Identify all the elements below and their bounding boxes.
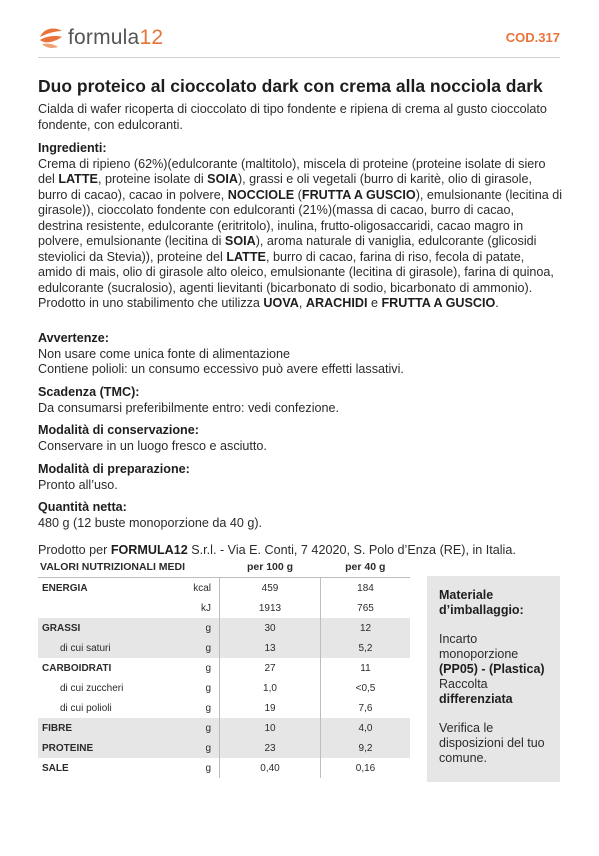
preparation-heading: Modalità di preparazione: (38, 462, 190, 476)
value-per-100g: 0,40 (220, 758, 321, 778)
brand-logo (38, 22, 163, 54)
nutrient-name: ENERGIA (42, 582, 88, 594)
header-divider (38, 57, 560, 58)
nutrient-name (38, 598, 159, 618)
table-row (38, 738, 410, 758)
packaging-box (427, 576, 560, 782)
leaf-logo-icon (38, 25, 64, 51)
nutrient-unit: g (159, 638, 220, 658)
value-per-100g: 19 (220, 698, 321, 718)
value-per-40g: 12 (321, 618, 411, 638)
table-row (38, 658, 410, 678)
nutrient-name: di cui saturi (38, 638, 159, 658)
value-per-100g: 459 (220, 578, 321, 599)
nutrition-table (38, 557, 410, 778)
expiry-heading: Scadenza (TMC): (38, 385, 140, 399)
preparation-text: Pronto all’uso. (38, 477, 118, 492)
value-per-100g: 30 (220, 618, 321, 638)
storage-heading: Modalità di conservazione: (38, 423, 199, 437)
value-per-40g: 765 (321, 598, 411, 618)
nutrient-unit: g (205, 682, 211, 694)
net-quantity-text: 480 g (12 buste monoporzione da 40 g). (38, 515, 263, 530)
net-quantity-section (38, 500, 562, 531)
packaging-line: differenziata (439, 692, 513, 706)
table-row (38, 758, 410, 778)
plant-allergens: Prodotto in uno stabilimento che utilizza UOVA, ARACHIDI e FRUTTA A GUSCIO. (38, 296, 499, 310)
value-per-100g: 27 (220, 658, 321, 678)
nutrient-unit: g (159, 618, 220, 638)
table-row (38, 618, 410, 638)
warnings-heading: Avvertenze: (38, 331, 109, 345)
warning-line: Non usare come unica fonte di alimentazione (38, 346, 291, 361)
nutrition-col-40g: per 40 g (321, 557, 411, 578)
table-row (38, 698, 410, 718)
preparation-section (38, 462, 562, 493)
value-per-100g: 13 (220, 638, 321, 658)
ingredients-text: Crema di ripieno (62%)(edulcorante (maltitolo), miscela di proteine (proteine isolate di siero del LATTE, proteine isolate di SOIA), grassi e oli vegetali (burro di karitè, olio di girasole, burro di cacao), cacao in polvere, NOCCIOLE (FRUTTA A GUSCIO), emulsionante (lecitina di girasole)), cioccolato fondente con edulcoranti (21%)(massa di cacao, burro di cacao, destrina resistente, edulcorante (eritritolo), inulina, frutto-oligosaccaridi, cacao magro in polvere, emulsionante (lecitina di SOIA), aroma naturale di vaniglia, edulcorante (glicosidi steviolici da Stevia)), proteine del LATTE, burro di cacao, farina di riso, fecola di patate, amido di mais, olio di girasole alto oleico, emulsionante (lecitina di girasole), farina di quinoa, edulcorante (sucralosio), agenti lievitanti (bicarbonato di sodio, bicarbonato di ammonio). (38, 156, 563, 295)
value-per-40g: 7,6 (321, 698, 411, 718)
nutrition-rows (38, 578, 410, 779)
nutrient-unit: g (205, 662, 211, 674)
value-per-40g: 184 (321, 578, 411, 599)
nutrition-col-100g: per 100 g (220, 557, 321, 578)
nutrient-unit: g (205, 762, 211, 774)
warnings-section (38, 331, 562, 378)
table-row (38, 598, 410, 618)
value-per-100g: 1,0 (220, 678, 321, 698)
producer-line: Prodotto per FORMULA12 S.r.l. - Via E. Conti, 7 42020, S. Polo d’Enza (RE), in Italia. (38, 543, 516, 557)
packaging-heading: Materiale d’imballaggio: (439, 588, 524, 617)
value-per-40g: 4,0 (321, 718, 411, 738)
value-per-40g: 0,16 (321, 758, 411, 778)
packaging-note: Verifica le disposizioni del tuo comune. (439, 721, 545, 765)
value-per-100g: 1913 (220, 598, 321, 618)
table-row (38, 638, 410, 658)
packaging-line: Incarto monoporzione (439, 632, 519, 661)
nutrition-header-row (38, 557, 410, 578)
nutrition-col-name: VALORI NUTRIZIONALI MEDI (38, 557, 220, 578)
packaging-material: (PP05) - (Plastica) (439, 662, 545, 676)
nutrient-name: di cui zuccheri (60, 682, 124, 694)
value-per-100g: 23 (220, 738, 321, 758)
value-per-40g: 11 (321, 658, 411, 678)
product-title: Duo proteico al cioccolato dark con crema alla nocciola dark (38, 76, 543, 96)
storage-text: Conservare in un luogo fresco e asciutto. (38, 438, 267, 453)
ingredients-heading: Ingredienti: (38, 141, 107, 155)
warning-line: Contiene polioli: un consumo eccessivo può avere effetti lassativi. (38, 362, 404, 376)
value-per-40g: 5,2 (321, 638, 411, 658)
brand-name: formula12 (68, 26, 164, 49)
expiry-text: Da consumarsi preferibilmente entro: vedi confezione. (38, 400, 340, 415)
table-row (38, 718, 410, 738)
nutrient-name: FIBRE (38, 718, 159, 738)
value-per-40g: <0,5 (321, 678, 411, 698)
packaging-line: Raccolta (439, 677, 488, 691)
ingredients-section (38, 141, 562, 312)
value-per-40g: 9,2 (321, 738, 411, 758)
nutrient-name: GRASSI (38, 618, 159, 638)
table-row (38, 578, 410, 599)
expiry-section (38, 385, 562, 416)
value-per-100g: 10 (220, 718, 321, 738)
nutrient-name: di cui polioli (60, 702, 112, 714)
header (38, 22, 560, 58)
nutrient-name: CARBOIDRATI (42, 662, 112, 674)
nutrient-unit: kJ (201, 602, 211, 614)
nutrient-name: SALE (42, 762, 69, 774)
product-code: COD.317 (505, 30, 560, 45)
product-description: Cialda di wafer ricoperta di cioccolato di tipo fondente e ripiena di crema al gusto cioccolato fondente, con edulcoranti. (38, 102, 547, 132)
nutrient-unit: g (159, 718, 220, 738)
storage-section (38, 423, 562, 454)
nutrient-unit: g (159, 738, 220, 758)
table-row (38, 678, 410, 698)
nutrient-name: PROTEINE (38, 738, 159, 758)
net-quantity-heading: Quantità netta: (38, 500, 127, 514)
nutrient-unit: g (205, 702, 211, 714)
nutrient-unit: kcal (193, 582, 211, 594)
